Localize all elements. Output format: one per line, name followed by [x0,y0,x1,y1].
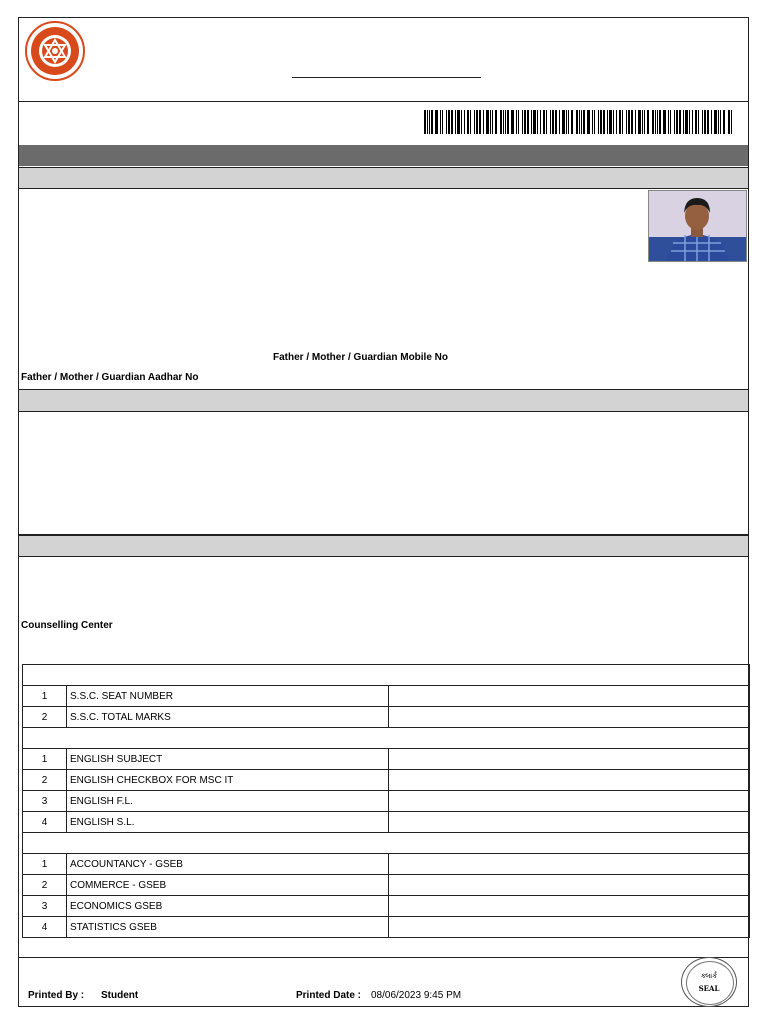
row-label: ENGLISH S.L. [67,812,389,833]
barcode-bar [609,110,612,134]
row-value [389,896,750,917]
barcode-bar [583,110,585,134]
row-number: 2 [23,707,67,728]
row-label: STATISTICS GSEB [67,917,389,938]
barcode-bar [594,110,595,134]
row-value [389,812,750,833]
barcode-bar [659,110,661,134]
row-label: ENGLISH F.L. [67,791,389,812]
barcode-bar [461,110,462,134]
barcode-bar [723,110,725,134]
barcode-bar [546,110,547,134]
seal-text: SEAL [698,984,720,993]
barcode-bar [550,110,551,134]
barcode-bar [533,110,536,134]
table-row [23,770,750,791]
barcode-bar [663,110,666,134]
barcode-bar [457,110,460,134]
barcode-bar [674,110,675,134]
printed-date-label: Printed Date : [296,990,362,1001]
barcode-bar [531,110,532,134]
barcode-bar [448,110,450,134]
barcode-bar [476,110,478,134]
barcode-bar [631,110,633,134]
row-number: 1 [23,686,67,707]
barcode-bar [576,110,578,134]
barcode-bar [429,110,430,134]
barcode-bar [470,110,471,134]
section-header-bar [19,145,748,166]
table-row [23,896,750,917]
ssc-group-header [23,665,750,686]
row-number: 1 [23,854,67,875]
barcode-bar [689,110,690,134]
table-row [23,707,750,728]
table-row [23,875,750,896]
barcode-bar [516,110,517,134]
row-value [389,749,750,770]
barcode-bar [628,110,630,134]
table-row [23,749,750,770]
barcode-bar [440,110,441,134]
barcode-bar [655,110,656,134]
barcode-bar [518,110,519,134]
barcode-icon [424,108,736,136]
group-header-cell [23,833,750,854]
university-emblem-icon [24,21,86,81]
barcode-bar [592,110,593,134]
row-label: ENGLISH CHECKBOX FOR MSC IT [67,770,389,791]
barcode-bar [702,110,703,134]
row-number: 2 [23,875,67,896]
barcode-bar [635,110,636,134]
row-label: ENGLISH SUBJECT [67,749,389,770]
barcode-bar [500,110,502,134]
parent-aadhar-label: Father / Mother / Guardian Aadhar No [21,372,199,383]
barcode-bar [581,110,582,134]
barcode-bar [679,110,681,134]
barcode-bar [559,110,560,134]
barcode-bar [692,110,693,134]
parent-mobile-label: Father / Mother / Guardian Mobile No [273,352,449,363]
row-value [389,917,750,938]
row-value [389,770,750,791]
printed-by-value: Student [101,990,139,1001]
subjects-table [22,664,750,938]
barcode-bar [607,110,608,134]
barcode-bar [603,110,605,134]
barcode-bar [642,110,643,134]
barcode-bar [600,110,602,134]
barcode-bar [486,110,489,134]
barcode-bar [731,110,732,134]
barcode-bar [455,110,456,134]
barcode-bar [676,110,678,134]
barcode-bar [511,110,514,134]
row-value [389,875,750,896]
table-row [23,791,750,812]
group-header-cell [23,728,750,749]
barcode-bar [503,110,504,134]
barcode-bar [670,110,671,134]
barcode-bar [616,110,617,134]
barcode-bar [479,110,481,134]
barcode-bar [507,110,509,134]
row-number: 4 [23,917,67,938]
barcode-bar [505,110,506,134]
barcode-bar [524,110,526,134]
barcode-bar [490,110,491,134]
row-number: 4 [23,812,67,833]
barcode-bar [431,110,433,134]
title-underline [292,77,481,78]
barcode-bar [685,110,688,134]
barcode-bar [427,110,428,134]
barcode-bar [540,110,541,134]
row-number: 3 [23,896,67,917]
barcode-bar [555,110,557,134]
barcode-bar [562,110,565,134]
seal-script: ક્લાર્ક [700,972,718,980]
english-group-header [23,728,750,749]
barcode-bar [718,110,719,134]
group-header-cell [23,665,750,686]
barcode-bar [464,110,465,134]
barcode-bar [657,110,658,134]
subjects-group-header [23,833,750,854]
barcode-bar [638,110,641,134]
row-label: S.S.C. SEAT NUMBER [67,686,389,707]
barcode-bar [442,110,443,134]
row-number: 1 [23,749,67,770]
row-label: ECONOMICS GSEB [67,896,389,917]
barcode-bar [619,110,621,134]
barcode-bar [714,110,717,134]
barcode-bar [571,110,573,134]
barcode-bar [474,110,475,134]
printed-date-value: 08/06/2023 9:45 PM [371,990,462,1001]
table-row [23,812,750,833]
barcode-bar [704,110,706,134]
personal-section-header [19,167,748,189]
address-section-header [19,389,748,412]
barcode-bar [424,110,426,134]
row-value [389,686,750,707]
barcode-bar [613,110,614,134]
row-label: ACCOUNTANCY - GSEB [67,854,389,875]
barcode-bar [652,110,654,134]
row-value [389,854,750,875]
table-row [23,686,750,707]
counselling-section-header [19,535,748,557]
barcode-bar [495,110,497,134]
row-value [389,707,750,728]
barcode-bar [598,110,599,134]
barcode-bar [695,110,697,134]
barcode-bar [647,110,649,134]
barcode-bar [467,110,469,134]
student-photo [648,190,747,262]
barcode-bar [492,110,493,134]
barcode-bar [552,110,554,134]
barcode-bar [644,110,645,134]
barcode-bar [483,110,484,134]
row-number: 3 [23,791,67,812]
barcode-bar [568,110,569,134]
barcode-bar [522,110,523,134]
form-page [18,17,749,1007]
barcode-bar [626,110,627,134]
barcode-bar [435,110,438,134]
printed-by-label: Printed By : [28,990,85,1001]
barcode-bar [527,110,529,134]
barcode-bar [711,110,712,134]
table-row [23,917,750,938]
barcode-bar [683,110,684,134]
barcode-bar [587,110,590,134]
barcode-bar [451,110,453,134]
row-number: 2 [23,770,67,791]
barcode-bar [728,110,730,134]
barcode-bar [707,110,709,134]
row-value [389,791,750,812]
barcode-bar [698,110,699,134]
barcode-bar [579,110,580,134]
row-label: COMMERCE - GSEB [67,875,389,896]
barcode-bar [543,110,545,134]
counselling-center-label: Counselling Center [21,620,113,631]
barcode-bar [668,110,669,134]
seal-stamp-icon [681,957,737,1007]
row-label: S.S.C. TOTAL MARKS [67,707,389,728]
barcode-bar [622,110,623,134]
table-row [23,854,750,875]
barcode-bar [566,110,567,134]
barcode-bar [446,110,447,134]
barcode-bar [537,110,538,134]
barcode-bar [720,110,721,134]
